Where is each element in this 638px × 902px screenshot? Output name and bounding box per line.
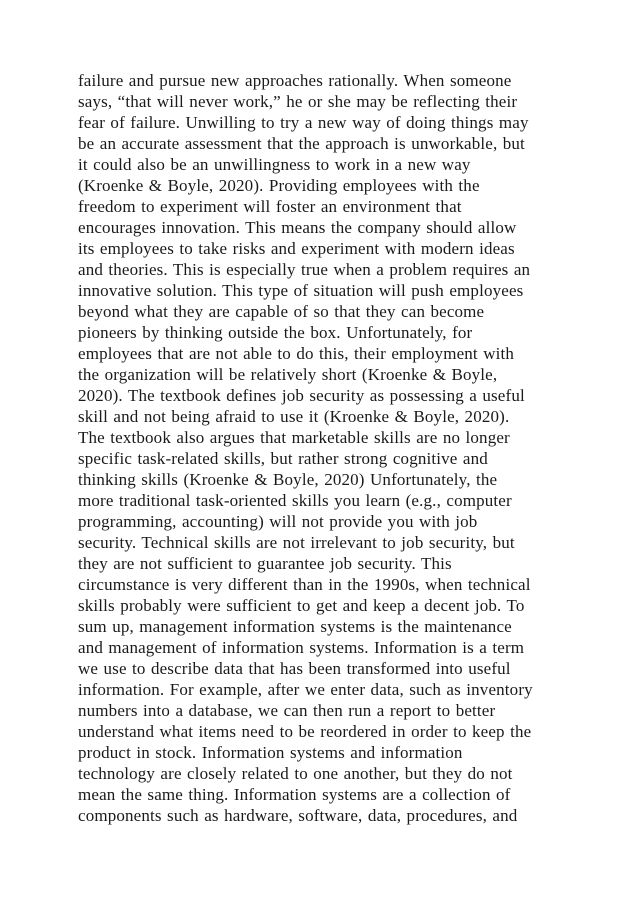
text-line: innovative solution. This type of situation will push employees (78, 281, 524, 300)
text-line: (Kroenke & Boyle, 2020). Providing employees with the (78, 176, 480, 195)
text-line: its employees to take risks and experiment with modern ideas (78, 239, 515, 258)
text-line: programming, accounting) will not provide you with job (78, 512, 478, 531)
text-line: skill and not being afraid to use it (Kroenke & Boyle, 2020). (78, 407, 510, 426)
text-line: it could also be an unwillingness to work in a new way (78, 155, 471, 174)
text-line: thinking skills (Kroenke & Boyle, 2020) Unfortunately, the (78, 470, 498, 489)
body-text (78, 70, 578, 826)
text-line: fear of failure. Unwilling to try a new way of doing things may (78, 113, 529, 132)
text-line: they are not sufficient to guarantee job security. This (78, 554, 452, 573)
text-line: be an accurate assessment that the approach is unworkable, but (78, 134, 525, 153)
text-line: pioneers by thinking outside the box. Unfortunately, for (78, 323, 473, 342)
text-line: mean the same thing. Information systems are a collection of (78, 785, 511, 804)
text-line: information. For example, after we enter data, such as inventory (78, 680, 533, 699)
text-line: freedom to experiment will foster an environment that (78, 197, 462, 216)
text-line: 2020). The textbook defines job security as possessing a useful (78, 386, 525, 405)
text-line: beyond what they are capable of so that they can become (78, 302, 485, 321)
text-line: numbers into a database, we can then run a report to better (78, 701, 496, 720)
text-line: The textbook also argues that marketable skills are no longer (78, 428, 510, 447)
text-line: understand what items need to be reordered in order to keep the (78, 722, 532, 741)
text-line: product in stock. Information systems and information (78, 743, 463, 762)
text-line: says, “that will never work,” he or she may be reflecting their (78, 92, 518, 111)
text-line: and theories. This is especially true when a problem requires an (78, 260, 531, 279)
text-line: security. Technical skills are not irrelevant to job security, but (78, 533, 515, 552)
text-line: skills probably were sufficient to get and keep a decent job. To (78, 596, 525, 615)
text-line: encourages innovation. This means the company should allow (78, 218, 517, 237)
text-line: failure and pursue new approaches rationally. When someone (78, 71, 512, 90)
text-line: components such as hardware, software, data, procedures, and (78, 806, 518, 825)
text-line: the organization will be relatively short (Kroenke & Boyle, (78, 365, 498, 384)
text-line: we use to describe data that has been transformed into useful (78, 659, 511, 678)
text-line: employees that are not able to do this, their employment with (78, 344, 515, 363)
text-line: and management of information systems. Information is a term (78, 638, 525, 657)
text-line: more traditional task-oriented skills you learn (e.g., computer (78, 491, 512, 510)
text-line: specific task-related skills, but rather strong cognitive and (78, 449, 488, 468)
text-line: sum up, management information systems is the maintenance (78, 617, 512, 636)
text-line: technology are closely related to one another, but they do not (78, 764, 513, 783)
text-line: circumstance is very different than in the 1990s, when technical (78, 575, 531, 594)
